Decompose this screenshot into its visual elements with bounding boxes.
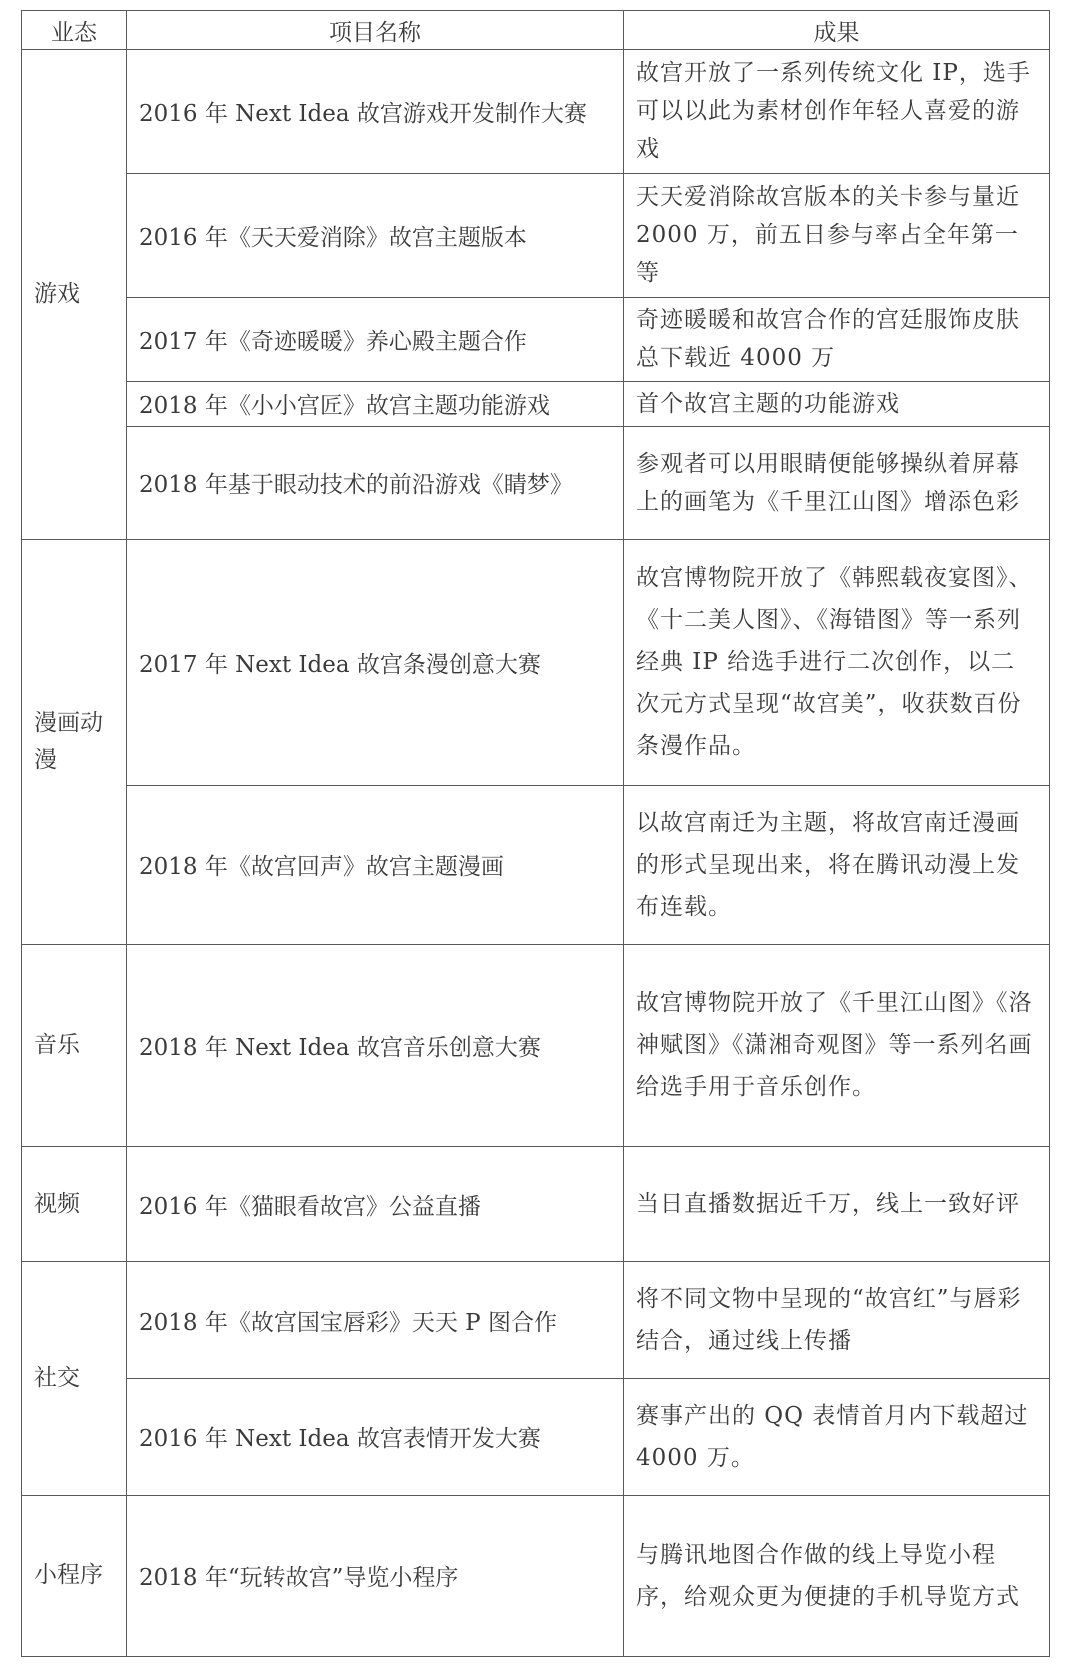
table-row [22,1262,1050,1379]
result-cell: 首个故宫主题的功能游戏 [624,381,1050,426]
table-row [22,173,1050,297]
table-header-row [22,11,1050,50]
project-name-cell: 2017 年 Next Idea 故宫条漫创意大赛 [127,540,624,786]
project-name-cell: 2016 年 Next Idea 故宫表情开发大赛 [127,1379,624,1496]
category-cell: 音乐 [22,945,127,1147]
header-project-name: 项目名称 [127,11,624,50]
project-name-cell: 2018 年《故宫回声》故宫主题漫画 [127,785,624,944]
table-row [22,381,1050,426]
result-cell: 当日直播数据近千万，线上一致好评 [624,1146,1050,1262]
result-cell: 故宫博物院开放了《千里江山图》《洛神赋图》《潇湘奇观图》等一系列名画给选手用于音乐创作。 [624,945,1050,1147]
project-name-cell: 2017 年《奇迹暖暖》养心殿主题合作 [127,297,624,381]
table-row [22,50,1050,174]
project-name-cell: 2018 年“玩转故宫”导览小程序 [127,1495,624,1656]
table-row [22,785,1050,944]
result-cell: 将不同文物中呈现的“故宫红”与唇彩结合，通过线上传播 [624,1262,1050,1379]
project-name-cell: 2018 年 Next Idea 故宫音乐创意大赛 [127,945,624,1147]
category-cell: 视频 [22,1146,127,1262]
result-cell: 故宫博物院开放了《韩熙载夜宴图》、《十二美人图》、《海错图》等一系列经典 IP 给选手进行二次创作，以二次元方式呈现“故宫美”，收获数百份条漫作品。 [624,540,1050,786]
project-name-cell: 2016 年 Next Idea 故宫游戏开发制作大赛 [127,50,624,174]
project-name-cell: 2018 年基于眼动技术的前沿游戏《睛梦》 [127,426,624,539]
project-name-cell: 2016 年《天天爱消除》故宫主题版本 [127,173,624,297]
project-name-cell: 2016 年《猫眼看故宫》公益直播 [127,1146,624,1262]
result-cell: 奇迹暖暖和故宫合作的宫廷服饰皮肤总下载近 4000 万 [624,297,1050,381]
achievements-table [21,10,1050,1657]
table-row [22,540,1050,786]
table-row [22,1146,1050,1262]
table-row [22,1495,1050,1656]
result-cell: 参观者可以用眼睛便能够操纵着屏幕上的画笔为《千里江山图》增添色彩 [624,426,1050,539]
category-cell: 小程序 [22,1495,127,1656]
table-row [22,945,1050,1147]
category-cell: 社交 [22,1262,127,1495]
header-category: 业态 [22,11,127,50]
result-cell: 以故宫南迁为主题，将故宫南迁漫画的形式呈现出来，将在腾讯动漫上发布连载。 [624,785,1050,944]
table-row [22,426,1050,539]
project-name-cell: 2018 年《小小宫匠》故宫主题功能游戏 [127,381,624,426]
result-cell: 天天爱消除故宫版本的关卡参与量近 2000 万，前五日参与率占全年第一等 [624,173,1050,297]
category-cell: 漫画动漫 [22,540,127,945]
result-cell: 赛事产出的 QQ 表情首月内下载超过 4000 万。 [624,1379,1050,1496]
project-name-cell: 2018 年《故宫国宝唇彩》天天 P 图合作 [127,1262,624,1379]
table-row [22,1379,1050,1496]
header-result: 成果 [624,11,1050,50]
result-cell: 故宫开放了一系列传统文化 IP，选手可以以此为素材创作年轻人喜爱的游戏 [624,50,1050,174]
category-cell: 游戏 [22,50,127,540]
table-row [22,297,1050,381]
result-cell: 与腾讯地图合作做的线上导览小程序，给观众更为便捷的手机导览方式 [624,1495,1050,1656]
